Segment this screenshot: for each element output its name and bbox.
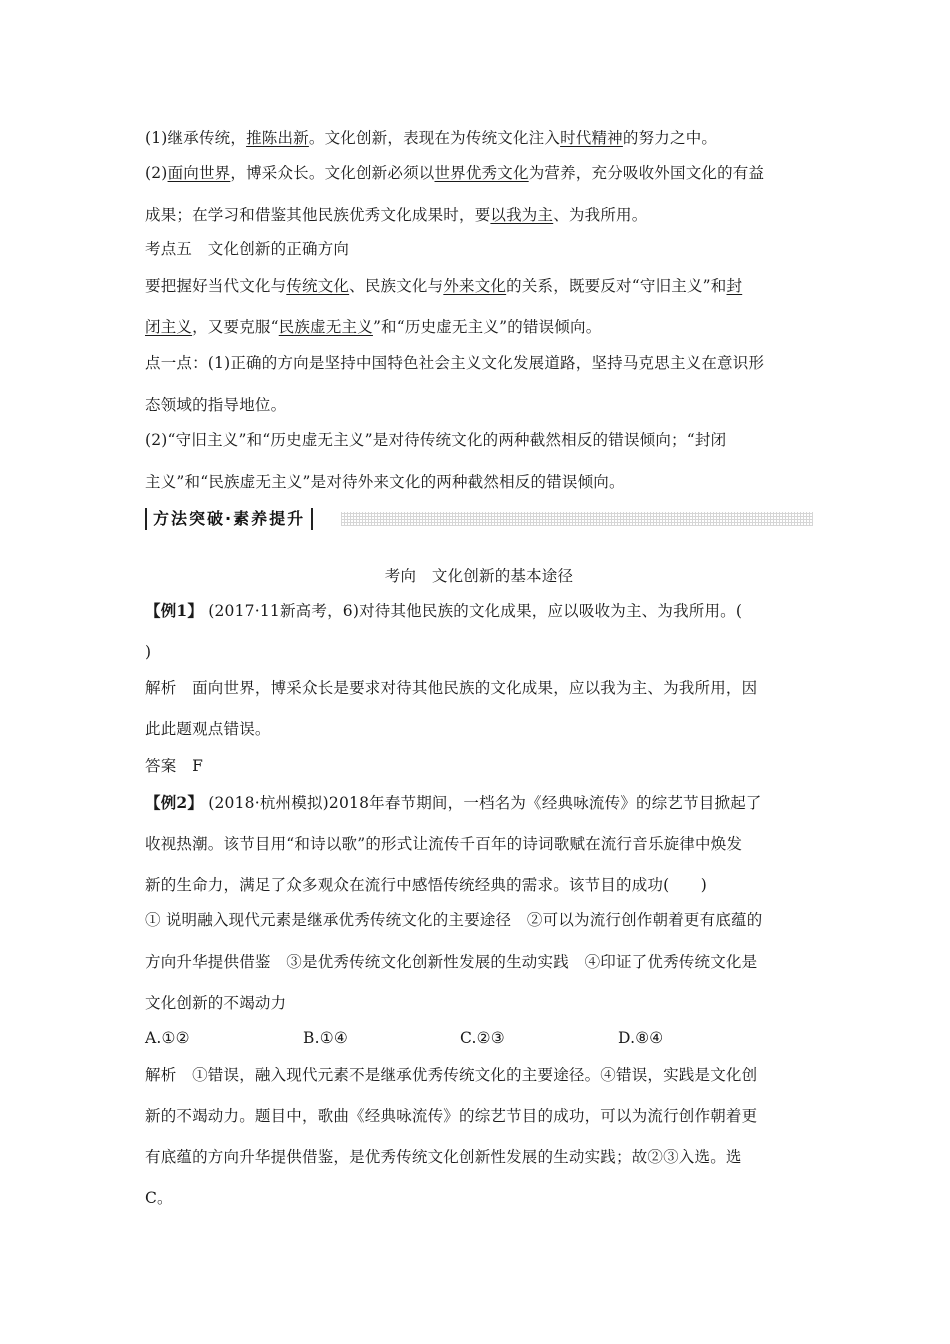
- ex2-question-3: 新的生命力，满足了众多观众在流行中感悟传统经典的需求。该节目的成功( ): [145, 876, 707, 894]
- text: ，博采众长。文化创新必须以: [230, 164, 435, 182]
- ex2-analysis-3: 有底蕴的方向升华提供借鉴，是优秀传统文化创新性发展的生动实践；故②③入选。选: [145, 1148, 742, 1166]
- underlined-term: 闭主义: [145, 318, 193, 336]
- underlined-term: 封: [726, 277, 743, 295]
- k5-note-1: 点一点：(1)正确的方向是坚持中国特色社会主义文化发展道路，坚持马克思主义在意识形: [145, 354, 765, 372]
- banner-title: 方法突破·素养提升: [145, 508, 313, 530]
- k5-note-3: (2)“守旧主义”和“历史虚无主义”是对待传统文化的两种截然相反的错误倾向；“封闭: [145, 431, 727, 449]
- ex2-option-line-1: ① 说明融入现代元素是继承优秀传统文化的主要途径 ②可以为流行创作朝着更有底蕴的: [145, 911, 763, 929]
- banner-pattern: [341, 512, 813, 526]
- underlined-term: 传统文化: [286, 277, 350, 295]
- ex1-question-1: [145, 601, 742, 621]
- ex2-analysis-2: 新的不竭动力。题目中，歌曲《经典咏流传》的综艺节目的成功，可以为流行创作朝着更: [145, 1107, 758, 1125]
- k4-line-3: [145, 205, 647, 225]
- text: (2018·杭州模拟)2018年春节期间，一档名为《经典咏流传》的综艺节目掀起了: [203, 794, 762, 812]
- underlined-term: 民族虚无主义: [278, 318, 373, 336]
- underlined-term: 以我为主: [490, 206, 554, 224]
- section-banner: [145, 508, 813, 530]
- choice-c: C.②③: [460, 1029, 505, 1047]
- underlined-term: 面向世界: [167, 164, 231, 182]
- text: 。文化创新，表现在为传统文化注入: [308, 129, 561, 147]
- underlined-term: 世界优秀文化: [434, 164, 529, 182]
- ex2-question-1: [145, 793, 762, 813]
- ex1-analysis-2: 此此题观点错误。: [145, 720, 271, 738]
- text: (2017·11新高考，6)对待其他民族的文化成果，应以吸收为主、为我所用。(: [203, 602, 743, 620]
- underlined-term: 外来文化: [443, 277, 507, 295]
- example-tag: 【例2】: [145, 793, 204, 812]
- ex1-question-2: ): [145, 643, 152, 661]
- ex1-analysis-1: 解析 面向世界，博采众长是要求对待其他民族的文化成果，应以我为主、为我所用，因: [145, 679, 758, 697]
- ex2-option-line-2: 方向升华提供借鉴 ③是优秀传统文化创新性发展的生动实践 ④印证了优秀传统文化是: [145, 953, 758, 971]
- ex1-answer: 答案 F: [145, 757, 204, 775]
- choice-b: B.①④: [303, 1029, 348, 1047]
- example-tag: 【例1】: [145, 601, 204, 620]
- k4-line-2: [145, 163, 764, 183]
- k5-note-2: 态领域的指导地位。: [145, 396, 287, 414]
- ex2-analysis-1: 解析 ①错误，融入现代元素不是继承优秀传统文化的主要途径。④错误，实践是文化创: [145, 1066, 758, 1084]
- text: ，又要克服“: [192, 318, 279, 336]
- k4-line-1: [145, 128, 717, 148]
- text: 的努力之中。: [622, 129, 718, 147]
- underlined-term: 推陈出新: [246, 129, 309, 147]
- k5-line-2: [145, 317, 601, 337]
- text: (1)继承传统，: [145, 129, 247, 147]
- text: 、民族文化与: [349, 277, 444, 295]
- ex2-analysis-4: C。: [145, 1189, 173, 1207]
- text: 为营养，充分吸收外国文化的有益: [528, 164, 765, 182]
- choice-a: A.①②: [145, 1029, 190, 1047]
- text: ”和“历史虚无主义”的错误倾向。: [372, 318, 602, 336]
- ex2-question-2: 收视热潮。该节目用“和诗以歌”的形式让流传千百年的诗词歌赋在流行音乐旋律中焕发: [145, 835, 743, 853]
- text: 要把握好当代文化与: [145, 277, 287, 295]
- choice-d: D.⑧④: [618, 1029, 664, 1047]
- section-heading: 考向 文化创新的基本途径: [384, 567, 574, 585]
- ex2-option-line-3: 文化创新的不竭动力: [145, 994, 287, 1012]
- k5-line-1: [145, 276, 742, 296]
- k5-note-4: 主义”和“民族虚无主义”是对待外来文化的两种截然相反的错误倾向。: [145, 473, 625, 491]
- text: (2): [145, 164, 168, 182]
- text: 的关系，既要反对“守旧主义”和: [506, 277, 727, 295]
- underlined-term: 时代精神: [560, 129, 623, 147]
- text: 成果；在学习和借鉴其他民族优秀文化成果时，要: [145, 206, 491, 224]
- text: 、为我所用。: [553, 206, 648, 224]
- k5-title: 考点五 文化创新的正确方向: [145, 240, 350, 258]
